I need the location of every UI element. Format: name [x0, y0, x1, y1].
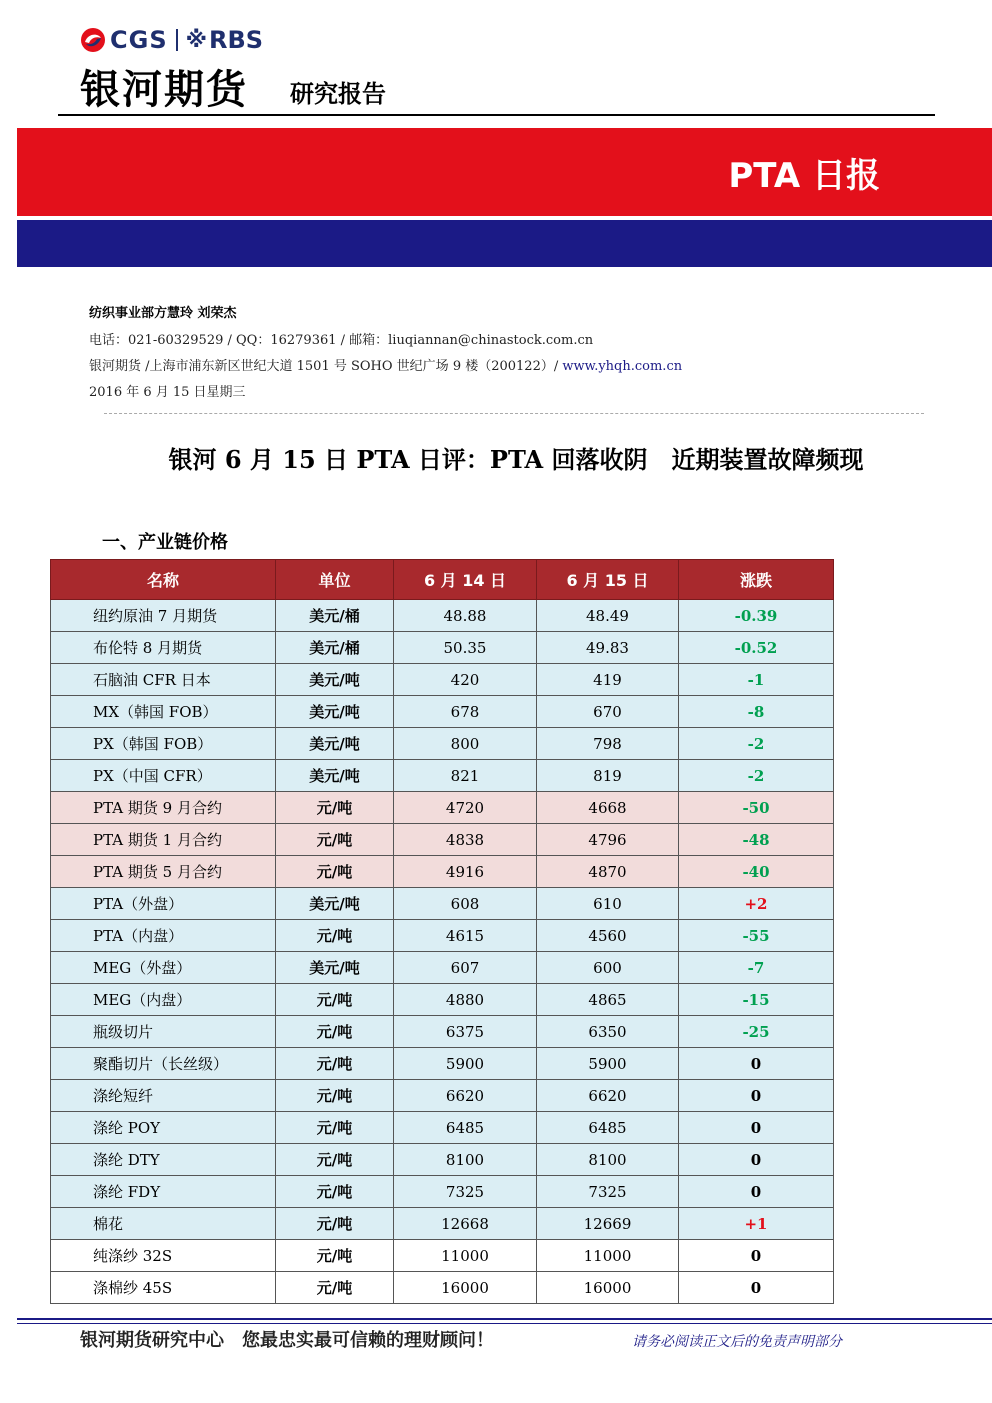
table-row: [51, 952, 834, 984]
row-unit: 元/吨: [276, 856, 394, 888]
header-date-14: 6 月 14 日: [394, 560, 537, 600]
title-banner: [17, 128, 992, 216]
row-value-15: 6350: [537, 1016, 679, 1048]
header-divider: [58, 114, 935, 116]
row-unit: 元/吨: [276, 1208, 394, 1240]
row-unit: 美元/吨: [276, 696, 394, 728]
row-value-15: 48.49: [537, 600, 679, 632]
dotted-divider: [104, 413, 924, 414]
row-name: 涤棉纱 45S: [51, 1272, 276, 1304]
row-value-15: 4796: [537, 824, 679, 856]
row-unit: 美元/吨: [276, 760, 394, 792]
row-value-14: 4880: [394, 984, 537, 1016]
table-row: [51, 632, 834, 664]
row-value-15: 11000: [537, 1240, 679, 1272]
row-name: 纯涤纱 32S: [51, 1240, 276, 1272]
row-value-15: 670: [537, 696, 679, 728]
contact-line: 电话：021-60329529 / QQ：16279361 / 邮箱：liuqiannan@chinastock.com.cn: [89, 333, 594, 348]
row-value-14: 50.35: [394, 632, 537, 664]
row-unit: 美元/桶: [276, 632, 394, 664]
row-value-14: 821: [394, 760, 537, 792]
row-value-15: 12669: [537, 1208, 679, 1240]
header-change: 涨跌: [679, 560, 834, 600]
row-change: -2: [679, 728, 834, 760]
website-link[interactable]: www.yhqh.com.cn: [562, 359, 683, 374]
table-row: [51, 1208, 834, 1240]
row-unit: 元/吨: [276, 1272, 394, 1304]
logo-cgs-text: CGS: [110, 26, 168, 54]
row-change: 0: [679, 1272, 834, 1304]
row-value-14: 4720: [394, 792, 537, 824]
row-change: 0: [679, 1176, 834, 1208]
row-value-14: 16000: [394, 1272, 537, 1304]
row-unit: 元/吨: [276, 1048, 394, 1080]
footer-rule: [17, 1318, 992, 1320]
row-unit: 美元/吨: [276, 952, 394, 984]
row-change: +1: [679, 1208, 834, 1240]
row-value-14: 678: [394, 696, 537, 728]
row-value-15: 4865: [537, 984, 679, 1016]
row-value-14: 11000: [394, 1240, 537, 1272]
row-value-14: 800: [394, 728, 537, 760]
row-name: MX（韩国 FOB）: [51, 696, 276, 728]
row-value-15: 798: [537, 728, 679, 760]
logo-rbs-text: RBS: [209, 26, 264, 54]
row-name: PTA 期货 9 月合约: [51, 792, 276, 824]
row-change: 0: [679, 1112, 834, 1144]
date-line: 2016 年 6 月 15 日星期三: [89, 385, 246, 400]
row-value-15: 7325: [537, 1176, 679, 1208]
row-value-14: 12668: [394, 1208, 537, 1240]
row-change: 0: [679, 1048, 834, 1080]
row-unit: 元/吨: [276, 1176, 394, 1208]
row-name: MEG（内盘）: [51, 984, 276, 1016]
row-value-14: 8100: [394, 1144, 537, 1176]
blue-banner: [17, 220, 992, 267]
row-value-15: 49.83: [537, 632, 679, 664]
row-value-15: 4560: [537, 920, 679, 952]
row-change: 0: [679, 1080, 834, 1112]
row-value-14: 607: [394, 952, 537, 984]
footer-slogan: 银河期货研究中心 您最忠实最可信赖的理财顾问！: [80, 1330, 494, 1351]
section-heading: 一、产业链价格: [102, 532, 228, 553]
footer-disclaimer: 请务必阅读正文后的免责声明部分: [632, 1334, 842, 1350]
row-change: -0.52: [679, 632, 834, 664]
row-name: PX（中国 CFR）: [51, 760, 276, 792]
table-row: [51, 1272, 834, 1304]
row-value-14: 4916: [394, 856, 537, 888]
row-unit: 元/吨: [276, 1240, 394, 1272]
row-change: 0: [679, 1240, 834, 1272]
row-change: -40: [679, 856, 834, 888]
row-change: -55: [679, 920, 834, 952]
row-unit: 美元/桶: [276, 600, 394, 632]
row-name: PTA（外盘）: [51, 888, 276, 920]
row-value-14: 6620: [394, 1080, 537, 1112]
report-type-title: PTA 日报: [728, 156, 880, 196]
rbs-mark-icon: ※: [185, 27, 207, 53]
table-row: [51, 664, 834, 696]
row-unit: 元/吨: [276, 920, 394, 952]
row-value-14: 6375: [394, 1016, 537, 1048]
brand-name: 银河期货: [80, 67, 248, 113]
row-value-15: 419: [537, 664, 679, 696]
row-name: PTA（内盘）: [51, 920, 276, 952]
table-row: [51, 760, 834, 792]
row-unit: 元/吨: [276, 1112, 394, 1144]
row-unit: 元/吨: [276, 824, 394, 856]
row-value-15: 4668: [537, 792, 679, 824]
row-change: -15: [679, 984, 834, 1016]
row-value-15: 16000: [537, 1272, 679, 1304]
row-value-14: 420: [394, 664, 537, 696]
table-row: [51, 856, 834, 888]
table-row: [51, 792, 834, 824]
row-value-15: 610: [537, 888, 679, 920]
row-value-14: 7325: [394, 1176, 537, 1208]
document-title: 银河 6 月 15 日 PTA 日评：PTA 回落收阴 近期装置故障频现: [168, 445, 864, 474]
row-value-15: 819: [537, 760, 679, 792]
row-unit: 元/吨: [276, 792, 394, 824]
row-change: +2: [679, 888, 834, 920]
header-name: 名称: [51, 560, 276, 600]
price-table: [50, 559, 834, 1304]
row-unit: 美元/吨: [276, 728, 394, 760]
row-change: 0: [679, 1144, 834, 1176]
logo-divider: [176, 29, 178, 51]
row-unit: 元/吨: [276, 1144, 394, 1176]
row-value-15: 600: [537, 952, 679, 984]
row-name: MEG（外盘）: [51, 952, 276, 984]
row-change: -25: [679, 1016, 834, 1048]
table-row: [51, 1112, 834, 1144]
address-text: 银河期货 /上海市浦东新区世纪大道 1501 号 SOHO 世纪广场 9 楼（200122）/: [89, 359, 563, 374]
table-row: [51, 1176, 834, 1208]
row-change: -2: [679, 760, 834, 792]
footer-rule-thin: [17, 1323, 992, 1324]
row-name: 涤纶 DTY: [51, 1144, 276, 1176]
table-row: [51, 984, 834, 1016]
row-name: 石脑油 CFR 日本: [51, 664, 276, 696]
table-row: [51, 1080, 834, 1112]
row-name: 涤纶 FDY: [51, 1176, 276, 1208]
address-line: [89, 355, 682, 374]
cgs-swirl-icon: [80, 27, 106, 53]
row-change: -8: [679, 696, 834, 728]
row-value-14: 48.88: [394, 600, 537, 632]
row-unit: 美元/吨: [276, 664, 394, 696]
row-change: -1: [679, 664, 834, 696]
header-unit: 单位: [276, 560, 394, 600]
row-change: -50: [679, 792, 834, 824]
table-row: [51, 600, 834, 632]
table-row: [51, 824, 834, 856]
row-unit: 元/吨: [276, 1016, 394, 1048]
table-row: [51, 728, 834, 760]
row-name: 布伦特 8 月期货: [51, 632, 276, 664]
row-value-15: 8100: [537, 1144, 679, 1176]
table-row: [51, 1048, 834, 1080]
table-row: [51, 1016, 834, 1048]
row-value-14: 6485: [394, 1112, 537, 1144]
row-name: 纽约原油 7 月期货: [51, 600, 276, 632]
row-name: 瓶级切片: [51, 1016, 276, 1048]
row-name: 涤纶 POY: [51, 1112, 276, 1144]
table-row: [51, 1240, 834, 1272]
table-row: [51, 1144, 834, 1176]
row-change: -48: [679, 824, 834, 856]
table-row: [51, 888, 834, 920]
row-value-14: 608: [394, 888, 537, 920]
row-value-15: 6620: [537, 1080, 679, 1112]
row-value-14: 4615: [394, 920, 537, 952]
row-unit: 美元/吨: [276, 888, 394, 920]
row-change: -0.39: [679, 600, 834, 632]
author-line: 纺织事业部方慧玲 刘荣杰: [89, 306, 237, 321]
brand-subtitle: 研究报告: [290, 80, 386, 108]
table-row: [51, 920, 834, 952]
row-name: PTA 期货 1 月合约: [51, 824, 276, 856]
row-unit: 元/吨: [276, 984, 394, 1016]
row-name: 聚酯切片（长丝级）: [51, 1048, 276, 1080]
row-name: 棉花: [51, 1208, 276, 1240]
row-value-14: 4838: [394, 824, 537, 856]
row-value-15: 6485: [537, 1112, 679, 1144]
row-name: 涤纶短纤: [51, 1080, 276, 1112]
row-change: -7: [679, 952, 834, 984]
row-name: PTA 期货 5 月合约: [51, 856, 276, 888]
row-value-15: 4870: [537, 856, 679, 888]
row-name: PX（韩国 FOB）: [51, 728, 276, 760]
company-logo: [80, 26, 263, 54]
table-header-row: [51, 560, 834, 600]
row-value-14: 5900: [394, 1048, 537, 1080]
row-value-15: 5900: [537, 1048, 679, 1080]
table-row: [51, 696, 834, 728]
row-unit: 元/吨: [276, 1080, 394, 1112]
header-date-15: 6 月 15 日: [537, 560, 679, 600]
